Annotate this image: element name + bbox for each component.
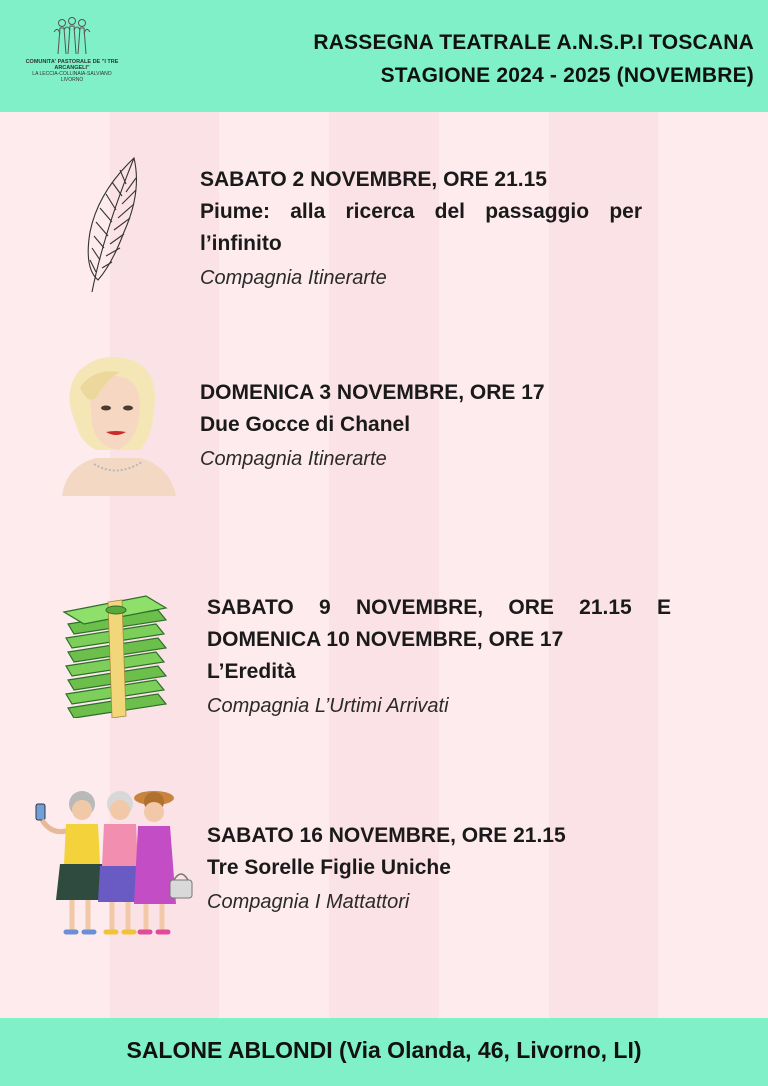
event-4 [207,820,667,918]
event-title: Piume: alla ricerca del passaggio per l’infinito [200,200,642,255]
logo-location: LA LECCIA-COLLINAIA-SALVIANO LIVORNO [32,71,112,83]
footer-band [0,1018,768,1086]
money-stack-icon [62,590,170,723]
event-1 [200,164,642,294]
title-line-1: RASSEGNA TEATRALE A.N.S.P.I TOSCANA [313,31,754,54]
page-title [313,26,754,92]
event-title: Tre Sorelle Figlie Uniche [207,856,451,879]
event-company: Compagnia I Mattattori [207,891,410,913]
venue-address: SALONE ABLONDI (Via Olanda, 46, Livorno, LI) [126,1037,642,1063]
title-line-2: STAGIONE 2024 - 2025 (NOVEMBRE) [380,64,754,87]
event-3 [207,592,671,722]
feather-icon [78,152,142,301]
three-grandmothers-illustration [34,784,198,945]
header-band [0,0,768,112]
event-date: DOMENICA 3 NOVEMBRE, ORE 17 [200,381,545,404]
event-date: SABATO 2 NOVEMBRE, ORE 21.15 [200,168,547,191]
parish-logo [24,14,120,94]
logo-name: COMUNITA' PASTORALE DE "I TRE ARCANGELI" [25,59,119,71]
event-2 [200,377,660,475]
event-company: Compagnia Itinerarte [200,267,387,289]
event-company: Compagnia Itinerarte [200,448,387,470]
event-date: SABATO 16 NOVEMBRE, ORE 21.15 [207,824,566,847]
event-title: L’Eredità [207,660,296,683]
event-company: Compagnia L’Urtimi Arrivati [207,695,449,717]
woman-portrait [56,354,180,501]
event-date: SABATO 9 NOVEMBRE, ORE 21.15 E DOMENICA 10 NOVEMBRE, ORE 17 [207,596,671,651]
three-archangels-icon [50,14,94,58]
event-title: Due Gocce di Chanel [200,413,411,436]
